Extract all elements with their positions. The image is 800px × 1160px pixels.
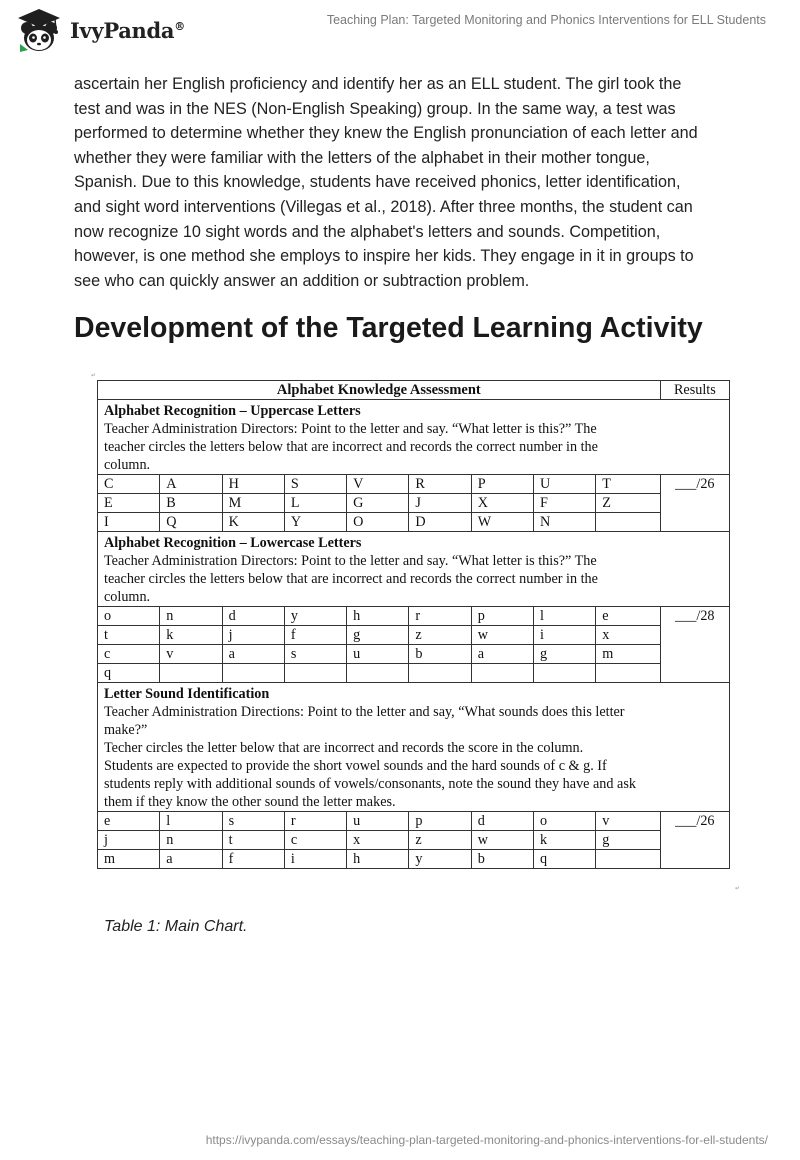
- letter-cell: m: [98, 850, 160, 869]
- section-heading: Development of the Targeted Learning Activity: [74, 312, 703, 344]
- letter-row: [98, 664, 730, 683]
- letter-cell: g: [347, 626, 409, 645]
- letter-cell: B: [160, 494, 222, 513]
- letter-cell: p: [409, 812, 471, 831]
- letter-cell: r: [284, 812, 346, 831]
- letter-cell: o: [533, 812, 595, 831]
- letter-cell: K: [222, 513, 284, 532]
- letter-cell: h: [347, 607, 409, 626]
- instruction-line: make?”: [104, 722, 148, 738]
- letter-cell: v: [596, 812, 660, 831]
- letter-cell: I: [98, 513, 160, 532]
- panda-graduate-icon: [14, 6, 64, 54]
- instruction-line: column.: [104, 457, 151, 473]
- letter-cell: P: [471, 475, 533, 494]
- letter-cell: C: [98, 475, 160, 494]
- section-title: Alphabet Recognition – Lowercase Letters: [104, 535, 362, 551]
- section-title: Alphabet Recognition – Uppercase Letters: [104, 403, 361, 419]
- paragraph-line: performed to determine whether they knew the English pronunciation of each letter and: [74, 124, 698, 143]
- letter-cell: z: [409, 831, 471, 850]
- brand-registered-mark: ®: [174, 19, 185, 33]
- letter-cell: k: [533, 831, 595, 850]
- instruction-line: Students are expected to provide the short vowel sounds and the hard sounds of c & g. If: [104, 758, 607, 774]
- letter-cell: v: [160, 645, 222, 664]
- letter-cell: u: [347, 645, 409, 664]
- assessment-title: Alphabet Knowledge Assessment: [98, 381, 661, 400]
- letter-cell: x: [596, 626, 660, 645]
- paragraph-line: see who can quickly answer an addition or subtraction problem.: [74, 271, 530, 290]
- letter-cell: s: [222, 812, 284, 831]
- letter-cell: i: [284, 850, 346, 869]
- letter-cell: t: [98, 626, 160, 645]
- letter-cell: p: [471, 607, 533, 626]
- letter-cell: [596, 850, 660, 869]
- assessment-table-image: [90, 370, 740, 892]
- letter-cell: t: [222, 831, 284, 850]
- scan-corner-mark: ↵: [91, 373, 97, 379]
- letter-cell: g: [533, 645, 595, 664]
- score-cell: ___/26: [660, 475, 729, 532]
- page-header: [0, 0, 800, 60]
- letter-cell: e: [596, 607, 660, 626]
- scan-corner-mark: ↵: [734, 886, 740, 892]
- letter-cell: V: [347, 475, 409, 494]
- letter-cell: N: [533, 513, 595, 532]
- letter-cell: c: [98, 645, 160, 664]
- letter-cell: g: [596, 831, 660, 850]
- letter-cell: n: [160, 831, 222, 850]
- letter-cell: D: [409, 513, 471, 532]
- paragraph-line: test and was in the NES (Non-English Speaking) group. In the same way, a test was: [74, 99, 676, 118]
- letter-cell: L: [284, 494, 346, 513]
- letter-cell: u: [347, 812, 409, 831]
- score-cell: ___/26: [660, 812, 729, 869]
- letter-cell: M: [222, 494, 284, 513]
- letter-cell: w: [471, 626, 533, 645]
- letter-cell: e: [98, 812, 160, 831]
- alphabet-knowledge-table: [97, 380, 730, 869]
- letter-row: [98, 812, 730, 831]
- letter-cell: R: [409, 475, 471, 494]
- letter-cell: s: [284, 645, 346, 664]
- letter-cell: k: [160, 626, 222, 645]
- letter-row: [98, 645, 730, 664]
- paragraph-line: and sight word interventions (Villegas et al., 2018). After three months, the student can: [74, 197, 693, 216]
- letter-cell: h: [347, 850, 409, 869]
- letter-cell: m: [596, 645, 660, 664]
- letter-row: [98, 513, 730, 532]
- brand-name: IvyPanda: [70, 17, 175, 43]
- instruction-line: teacher circles the letters below that are incorrect and records the correct number in the: [104, 571, 598, 587]
- letter-cell: O: [347, 513, 409, 532]
- letter-cell: y: [409, 850, 471, 869]
- instruction-line: teacher circles the letters below that are incorrect and records the correct number in the: [104, 439, 598, 455]
- letter-cell: b: [471, 850, 533, 869]
- letter-cell: a: [160, 850, 222, 869]
- score-cell: ___/28: [660, 607, 729, 683]
- letter-cell: z: [409, 626, 471, 645]
- letter-cell: S: [284, 475, 346, 494]
- instruction-line: column.: [104, 589, 151, 605]
- body-paragraph: [74, 72, 734, 293]
- letter-cell: d: [222, 607, 284, 626]
- instruction-line: Teacher Administration Directors: Point to the letter and say. “What letter is this?” The: [104, 421, 597, 437]
- letter-cell: l: [160, 812, 222, 831]
- letter-cell: [596, 664, 660, 683]
- instruction-line: them if they know the other sound the letter makes.: [104, 794, 396, 810]
- letter-cell: [160, 664, 222, 683]
- letter-cell: j: [98, 831, 160, 850]
- letter-cell: o: [98, 607, 160, 626]
- letter-cell: x: [347, 831, 409, 850]
- letter-row: [98, 494, 730, 513]
- letter-cell: [222, 664, 284, 683]
- letter-cell: i: [533, 626, 595, 645]
- paragraph-line: now recognize 10 sight words and the alphabet's letters and sounds. Competition,: [74, 222, 661, 241]
- letter-cell: [596, 513, 660, 532]
- letter-row: [98, 626, 730, 645]
- results-header: Results: [660, 381, 729, 400]
- section-title: Letter Sound Identification: [104, 686, 270, 702]
- letter-cell: c: [284, 831, 346, 850]
- letter-cell: Y: [284, 513, 346, 532]
- letter-cell: j: [222, 626, 284, 645]
- document-title: Teaching Plan: Targeted Monitoring and Phonics Interventions for ELL Students: [326, 13, 766, 27]
- letter-cell: f: [222, 850, 284, 869]
- letter-cell: H: [222, 475, 284, 494]
- letter-row: [98, 607, 730, 626]
- paragraph-line: whether they were familiar with the letters of the alphabet in their mother tongue,: [74, 148, 650, 167]
- letter-cell: [409, 664, 471, 683]
- letter-cell: Q: [160, 513, 222, 532]
- letter-cell: G: [347, 494, 409, 513]
- instruction-line: Teacher Administration Directions: Point to the letter and say, “What sounds does this letter: [104, 704, 625, 720]
- table-caption: Table 1: Main Chart.: [104, 918, 248, 935]
- paragraph-line: ascertain her English proficiency and identify her as an ELL student. The girl took the: [74, 75, 682, 93]
- brand-logo[interactable]: [14, 6, 185, 54]
- letter-cell: d: [471, 812, 533, 831]
- instruction-line: Techer circles the letter below that are incorrect and records the score in the column.: [104, 740, 584, 756]
- footer-source-url: https://ivypanda.com/essays/teaching-plan-targeted-monitoring-and-phonics-interventions-for-ell-students/: [205, 1133, 768, 1147]
- letter-row: [98, 850, 730, 869]
- letter-cell: f: [284, 626, 346, 645]
- letter-cell: a: [222, 645, 284, 664]
- letter-cell: [284, 664, 346, 683]
- letter-cell: [471, 664, 533, 683]
- letter-cell: J: [409, 494, 471, 513]
- section-instructions: [98, 683, 730, 812]
- paragraph-line: Spanish. Due to this knowledge, students have received phonics, letter identification,: [74, 173, 681, 192]
- letter-cell: b: [409, 645, 471, 664]
- letter-cell: [347, 664, 409, 683]
- letter-cell: F: [533, 494, 595, 513]
- letter-cell: l: [533, 607, 595, 626]
- paragraph-line: however, is one method she employs to inspire her kids. They engage in it in groups to: [74, 247, 694, 266]
- letter-cell: y: [284, 607, 346, 626]
- instruction-line: Teacher Administration Directors: Point to the letter and say. “What letter is this?” The: [104, 553, 597, 569]
- letter-cell: Z: [596, 494, 660, 513]
- section-instructions: [98, 400, 730, 475]
- letter-cell: [533, 664, 595, 683]
- letter-cell: a: [471, 645, 533, 664]
- letter-cell: E: [98, 494, 160, 513]
- letter-cell: q: [533, 850, 595, 869]
- letter-cell: r: [409, 607, 471, 626]
- letter-cell: n: [160, 607, 222, 626]
- letter-cell: T: [596, 475, 660, 494]
- letter-cell: X: [471, 494, 533, 513]
- section-instructions: [98, 532, 730, 607]
- letter-cell: A: [160, 475, 222, 494]
- instruction-line: students reply with additional sounds of vowels/consonants, note the sound they have and ask: [104, 776, 636, 792]
- letter-row: [98, 831, 730, 850]
- letter-row: [98, 475, 730, 494]
- letter-cell: U: [533, 475, 595, 494]
- letter-cell: w: [471, 831, 533, 850]
- letter-cell: q: [98, 664, 160, 683]
- letter-cell: W: [471, 513, 533, 532]
